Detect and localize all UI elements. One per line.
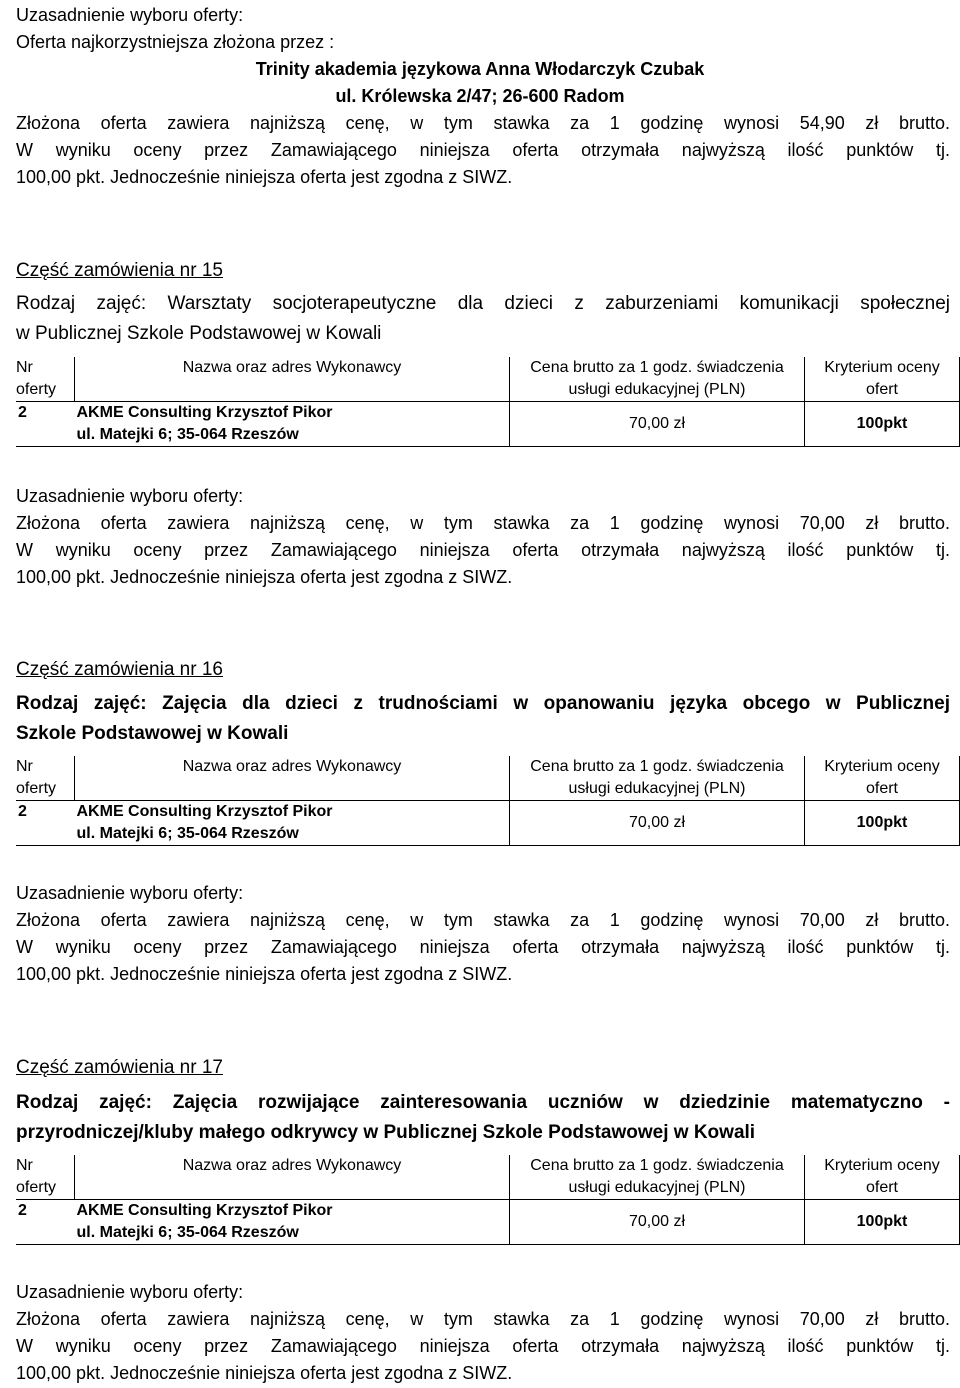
winner-address: ul. Królewska 2/47; 26-600 Radom [335,86,625,106]
header-price: Cena brutto za 1 godz. świadczenia usługi edukacyjnej (PLN) [510,1155,805,1200]
part-description: Rodzaj zajęć: Zajęcia rozwijające zainteresowania uczniów w dziedzinie matematyczno - [16,1092,950,1113]
part-heading: Część zamówienia nr 17 [16,1057,223,1078]
justification-label: Uzasadnienie wyboru oferty: [16,486,244,506]
table-header-row [16,357,960,402]
justification-line: W wyniku oceny przez Zamawiającego niniejsza oferta otrzymała najwyższą ilość punktów tj. [16,140,950,160]
offer-nr: 2 [16,402,75,447]
offer-points: 100pkt [805,801,960,846]
offer-points: 100pkt [805,1200,960,1245]
justification-line: W wyniku oceny przez Zamawiającego niniejsza oferta otrzymała najwyższą ilość punktów tj. [16,540,950,560]
justification-line: 100,00 pkt. Jednocześnie niniejsza oferta jest zgodna z SIWZ. [16,567,513,587]
part-description: przyrodniczej/kluby małego odkrywcy w Publicznej Szkole Podstawowej w Kowali [16,1122,756,1143]
justification-label: Uzasadnienie wyboru oferty: [16,883,244,903]
offer-price: 70,00 zł [510,402,805,447]
offer-price: 70,00 zł [510,1200,805,1245]
justification-line: Złożona oferta zawiera najniższą cenę, w tym stawka za 1 godzinę wynosi 70,00 zł brutto. [16,513,950,533]
justification-label: Uzasadnienie wyboru oferty: [16,1282,244,1302]
winner-name: Trinity akademia językowa Anna Włodarczyk Czubak [255,59,705,79]
header-nr: Nr oferty [16,756,75,801]
header-criterion: Kryterium oceny ofert [805,756,960,801]
justification-line: Złożona oferta zawiera najniższą cenę, w tym stawka za 1 godzinę wynosi 70,00 zł brutto. [16,910,950,930]
justification-line: 100,00 pkt. Jednocześnie niniejsza oferta jest zgodna z SIWZ. [16,964,513,984]
header-criterion: Kryterium oceny ofert [805,357,960,402]
table-row [16,801,960,846]
header-criterion: Kryterium oceny ofert [805,1155,960,1200]
header-nr: Nr oferty [16,357,75,402]
offer-price: 70,00 zł [510,801,805,846]
justification-line: W wyniku oceny przez Zamawiającego niniejsza oferta otrzymała najwyższą ilość punktów tj. [16,937,950,957]
offer-nr: 2 [16,1200,75,1245]
part-description: Szkole Podstawowej w Kowali [16,723,289,744]
best-offer-label: Oferta najkorzystniejsza złożona przez : [16,32,335,52]
justification-line: W wyniku oceny przez Zamawiającego niniejsza oferta otrzymała najwyższą ilość punktów tj. [16,1336,950,1356]
offer-nr: 2 [16,801,75,846]
justification-line: 100,00 pkt. Jednocześnie niniejsza oferta jest zgodna z SIWZ. [16,167,513,187]
header-name: Nazwa oraz adres Wykonawcy [75,756,510,801]
table-row [16,402,960,447]
header-name: Nazwa oraz adres Wykonawcy [75,1155,510,1200]
offer-contractor: AKME Consulting Krzysztof Pikor ul. Matejki 6; 35-064 Rzeszów [75,1200,510,1245]
table-row [16,1200,960,1245]
table-header-row [16,1155,960,1200]
part-heading: Część zamówienia nr 16 [16,659,223,680]
offer-points: 100pkt [805,402,960,447]
header-nr: Nr oferty [16,1155,75,1200]
offer-table [16,756,960,846]
header-price: Cena brutto za 1 godz. świadczenia usługi edukacyjnej (PLN) [510,756,805,801]
header-price: Cena brutto za 1 godz. świadczenia usługi edukacyjnej (PLN) [510,357,805,402]
header-name: Nazwa oraz adres Wykonawcy [75,357,510,402]
offer-table [16,1155,960,1245]
offer-table [16,357,960,447]
part-heading: Część zamówienia nr 15 [16,260,223,281]
justification-label: Uzasadnienie wyboru oferty: [16,5,244,25]
justification-line: Złożona oferta zawiera najniższą cenę, w tym stawka za 1 godzinę wynosi 54,90 zł brutto. [16,113,950,133]
part-description: w Publicznej Szkole Podstawowej w Kowali [16,323,382,344]
justification-line: 100,00 pkt. Jednocześnie niniejsza oferta jest zgodna z SIWZ. [16,1363,513,1383]
offer-contractor: AKME Consulting Krzysztof Pikor ul. Matejki 6; 35-064 Rzeszów [75,801,510,846]
offer-contractor: AKME Consulting Krzysztof Pikor ul. Matejki 6; 35-064 Rzeszów [75,402,510,447]
part-description: Rodzaj zajęć: Warsztaty socjoterapeutyczne dla dzieci z zaburzeniami komunikacji społecznej [16,293,950,314]
table-header-row [16,756,960,801]
justification-line: Złożona oferta zawiera najniższą cenę, w tym stawka za 1 godzinę wynosi 70,00 zł brutto. [16,1309,950,1329]
part-description: Rodzaj zajęć: Zajęcia dla dzieci z trudnościami w opanowaniu języka obcego w Publicznej [16,693,950,714]
